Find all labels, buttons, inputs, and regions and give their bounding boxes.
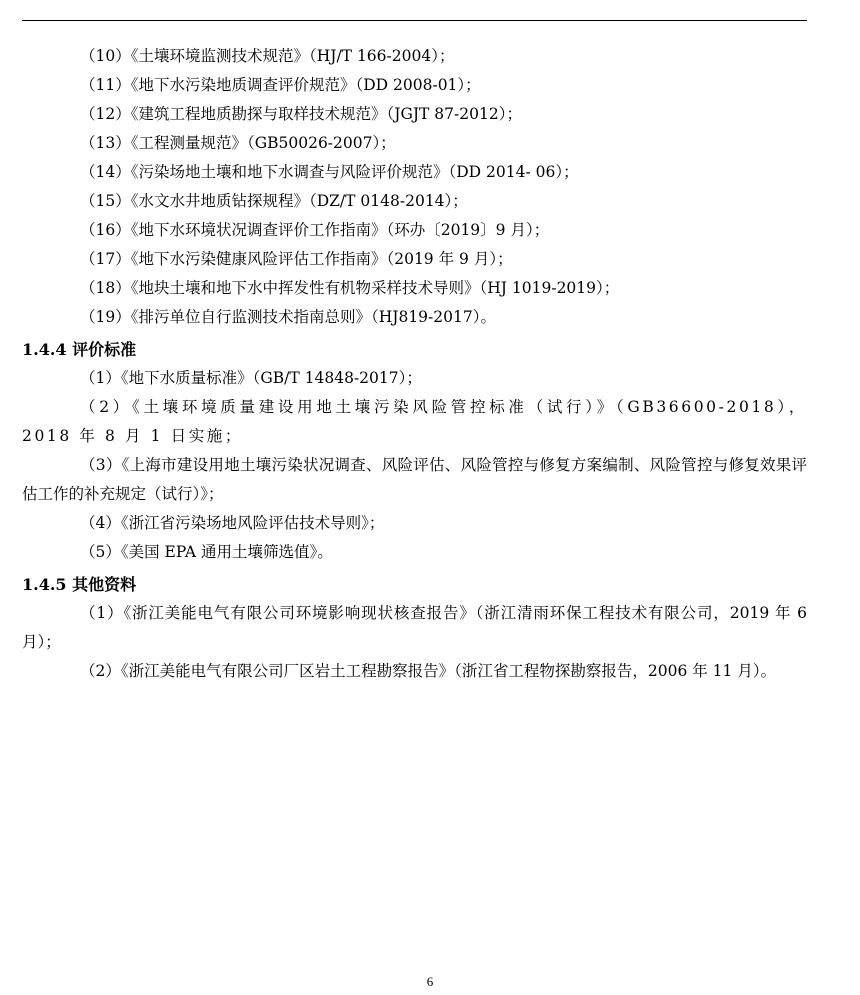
- standard-item-2: （2）《土壤环境质量建设用地土壤污染风险管控标准（试行）》（GB36600-2018），2018 年 8 月 1 日实施；: [22, 398, 807, 445]
- reference-item-13: （13）《工程测量规范》（GB50026-2007）；: [80, 134, 396, 152]
- other-materials-list: [22, 599, 807, 686]
- page-number: 6: [426, 974, 434, 989]
- reference-item-14: （14）《污染场地土壤和地下水调查与风险评价规范》（DD 2014- 06）；: [80, 163, 579, 181]
- reference-list: [22, 42, 807, 332]
- reference-item-11: （11）《地下水污染地质调查评价规范》（DD 2008-01）；: [80, 76, 481, 94]
- material-item-2: （2）《浙江美能电气有限公司厂区岩土工程勘察报告》（浙江省工程物探勘察报告，2006 年 11 月）。: [80, 662, 777, 680]
- reference-item-19: （19）《排污单位自行监测技术指南总则》（HJ819-2017）。: [80, 308, 496, 326]
- reference-item-18: （18）《地块土壤和地下水中挥发性有机物采样技术导则》（HJ 1019-2019）；: [80, 279, 620, 297]
- reference-item-16: （16）《地下水环境状况调查评价工作指南》（环办〔2019〕9 月）；: [80, 221, 550, 239]
- evaluation-standards-list: [22, 364, 807, 567]
- standard-item-3: （3）《上海市建设用地土壤污染状况调查、风险评估、风险管控与修复方案编制、风险管控与修复效果评估工作的补充规定（试行）》；: [22, 456, 807, 503]
- reference-item-17: （17）《地下水污染健康风险评估工作指南》（2019 年 9 月）；: [80, 250, 513, 268]
- reference-item-12: （12）《建筑工程地质勘探与取样技术规范》（JGJT 87-2012）；: [80, 105, 522, 123]
- standard-item-5: （5）《美国 EPA 通用土壤筛选值》。: [80, 543, 333, 561]
- section-heading-other-materials: 1.4.5 其他资料: [22, 575, 137, 594]
- header-rule: [22, 20, 807, 21]
- standard-item-4: （4）《浙江省污染场地风险评估技术导则》；: [80, 514, 385, 532]
- standard-item-1: （1）《地下水质量标准》（GB/T 14848-2017）；: [80, 369, 422, 387]
- reference-item-10: （10）《土壤环境监测技术规范》（HJ/T 166-2004）；: [80, 47, 455, 65]
- section-heading-evaluation-standards: 1.4.4 评价标准: [22, 340, 137, 359]
- reference-item-15: （15）《水文水井地质钻探规程》（DZ/T 0148-2014）；: [80, 192, 468, 210]
- document-body: [22, 42, 807, 686]
- material-item-1: （1）《浙江美能电气有限公司环境影响现状核查报告》（浙江清雨环保工程技术有限公司，2019 年 6 月）；: [22, 604, 807, 651]
